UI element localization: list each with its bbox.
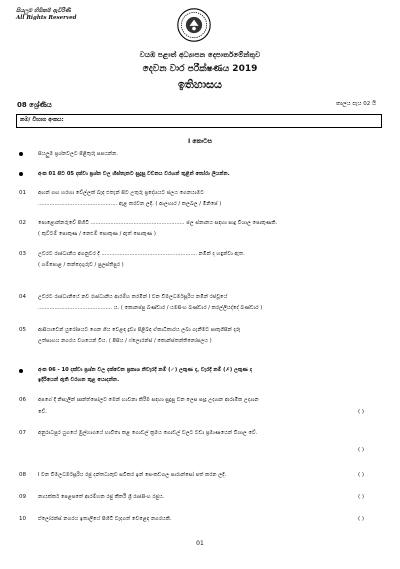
department-title: වයඹ පළාත් අධ්‍යාපන දෙපාර්තමේන්තුව	[139, 50, 261, 59]
question-number: 02	[19, 220, 26, 226]
question-number: 10	[19, 516, 26, 522]
question-number: 04	[19, 294, 26, 300]
question-number: 06	[19, 397, 26, 403]
bullet-icon	[19, 152, 23, 156]
answer-bracket[interactable]: ( )	[357, 472, 364, 478]
question-text: පොළොන්නරුවේ පිහිටි ......................................................... ජල ස්නානය සඳහා සාදූ විශාල පොකුණකි.	[38, 220, 278, 226]
name-field[interactable]	[16, 114, 382, 128]
answer-bracket[interactable]: ( )	[357, 494, 364, 500]
emblem-icon	[176, 7, 212, 43]
bullet-icon	[19, 172, 23, 176]
part-heading: I කොටස	[188, 138, 212, 145]
question-text: උත්සාහය නගරය වශයෙන් විය. ( පීසිය / ෆ්ලොරන්ස් / කොන්ස්තන්තිනෝපලය )	[38, 338, 212, 344]
question-text: ................................................ ඇළ කරවන ලදී. ( ආලහාර / කලබල / මිනිපේ )	[38, 201, 222, 207]
question-text: ( ගම්පොළ / කන්දෙගුරුව / පුලස්තිපුර )	[38, 262, 124, 268]
page-number: 01	[196, 540, 204, 547]
question-text: I වන විමලධර්මසූරිය රජු දන්තධාතුව සවිකර ඉන් සෙංකඩගල පාරාන්සෝ පත් කරන ලදී.	[38, 472, 227, 478]
question-text: උඩරට රාජධානියේ නව රාජධානිය ආරම්භ කරමින් I වන විමලධර්මසූරිය නමින් රජවූයේ	[38, 294, 228, 300]
question-number: 05	[19, 327, 26, 333]
time-label: කාලය පැය 02 යි	[336, 101, 376, 107]
instruction-text: අංක 01 සිට 05 දක්වා ප්‍රශ්න වල හිස්තැනට සුදුසු වචනය වරහන් තුළින් තෝරා ලියන්න.	[38, 171, 230, 177]
question-text: වේ.	[38, 409, 47, 415]
question-number: 07	[19, 430, 26, 436]
instruction-text: සියලුම ප්‍රශ්නවලට පිළිතුරු සපයන්න.	[38, 151, 119, 157]
instruction-text: අංක 06 - 10 දක්වා ප්‍රශ්න වල දක්වෙන ප්‍රකාශ නිවැරදි නම් (✓) ලකුණ ද, වැරදි නම් (✗) ලකුණ ද	[38, 367, 253, 373]
bullet-icon	[19, 369, 23, 373]
question-text: අනුරාධපුර යුගයේ මුල්භාගයේ භාවිතා කළ ගොඩල් ක්‍රමය ගොඩල් වලට වඩා ප්‍රමාණයෙන් විශාල වේ.	[38, 430, 258, 436]
question-text: ආසියාවෙන් යුරෝපයට ගෙන ගිය වෙළඳ ද්‍රව්‍ය පිළිබඳ ඒකාධිකාරය ලබා ගැනීමට පෘතුගීසීන් දැරූ	[38, 327, 241, 333]
question-text: නායක්කර් පෙළපතේ ආරම්භක රජු කීර්ති ශ්‍රී රාජසිංහ රජුය.	[38, 494, 165, 500]
rights-notice	[16, 8, 77, 22]
question-number: 03	[19, 251, 26, 257]
rights-english: All Rights Reserved	[16, 15, 77, 21]
question-text: ( කුට්ටම් පොකුණ / නෙළුම් පොකුණ / ඇත් පොකුණ )	[38, 231, 156, 237]
rights-sinhala: සියලුම හිමිකම් ඇවිරිණි	[16, 8, 71, 14]
question-number: 01	[19, 190, 26, 196]
answer-bracket[interactable]: ( )	[357, 447, 364, 453]
question-number: 09	[19, 494, 26, 500]
instruction-text: ඉදිරියෙන් ඇති වරහන තුළ යොදන්න.	[38, 377, 120, 383]
answer-bracket[interactable]: ( )	[357, 409, 364, 415]
name-field-label: නම/ විභාග අංකය:	[20, 117, 64, 123]
question-text: අඟන් ගඟ හරහා වේල්ලක් බැඳ එතැන් සිට උතුරු ප්‍රදේශයට ජලය ගෙනයාමට	[38, 190, 204, 196]
answer-bracket[interactable]: ( )	[357, 516, 364, 522]
question-number: 08	[19, 472, 26, 478]
grade-label: 08 ශ්‍රේණිය	[17, 101, 52, 109]
subject-title: ඉතිහාසය	[178, 78, 222, 91]
question-text: උඩරට රාජධානිය අගනුවර දී .......................................................... නමින් ද හඳුන්වා ඇත.	[38, 251, 245, 257]
question-text: ............................................. ය. ( කොනප්පු බණ්ඩාර / යමසිංහ බණ්ඩාර / කරල්ලියද්දේ බණ්ඩාර )	[38, 305, 263, 311]
question-text: ඵ්ලෝරන්ස් නගරය ඉතාලියේ පිහිටි වැදගත් වෙළෙඳ නගරයකි.	[38, 516, 172, 522]
exam-title: දෙවන වාර පරීක්ෂණය 2019	[142, 64, 258, 74]
question-text: අපගේ දී නිසැලින් ඍන්ත්පෝලට මෙන් භාවනා කිරීම සඳහා සුදුසු වන ලෙස සෑදූ උද්‍යාන ආරාමික උද්‍යාන	[38, 397, 259, 403]
